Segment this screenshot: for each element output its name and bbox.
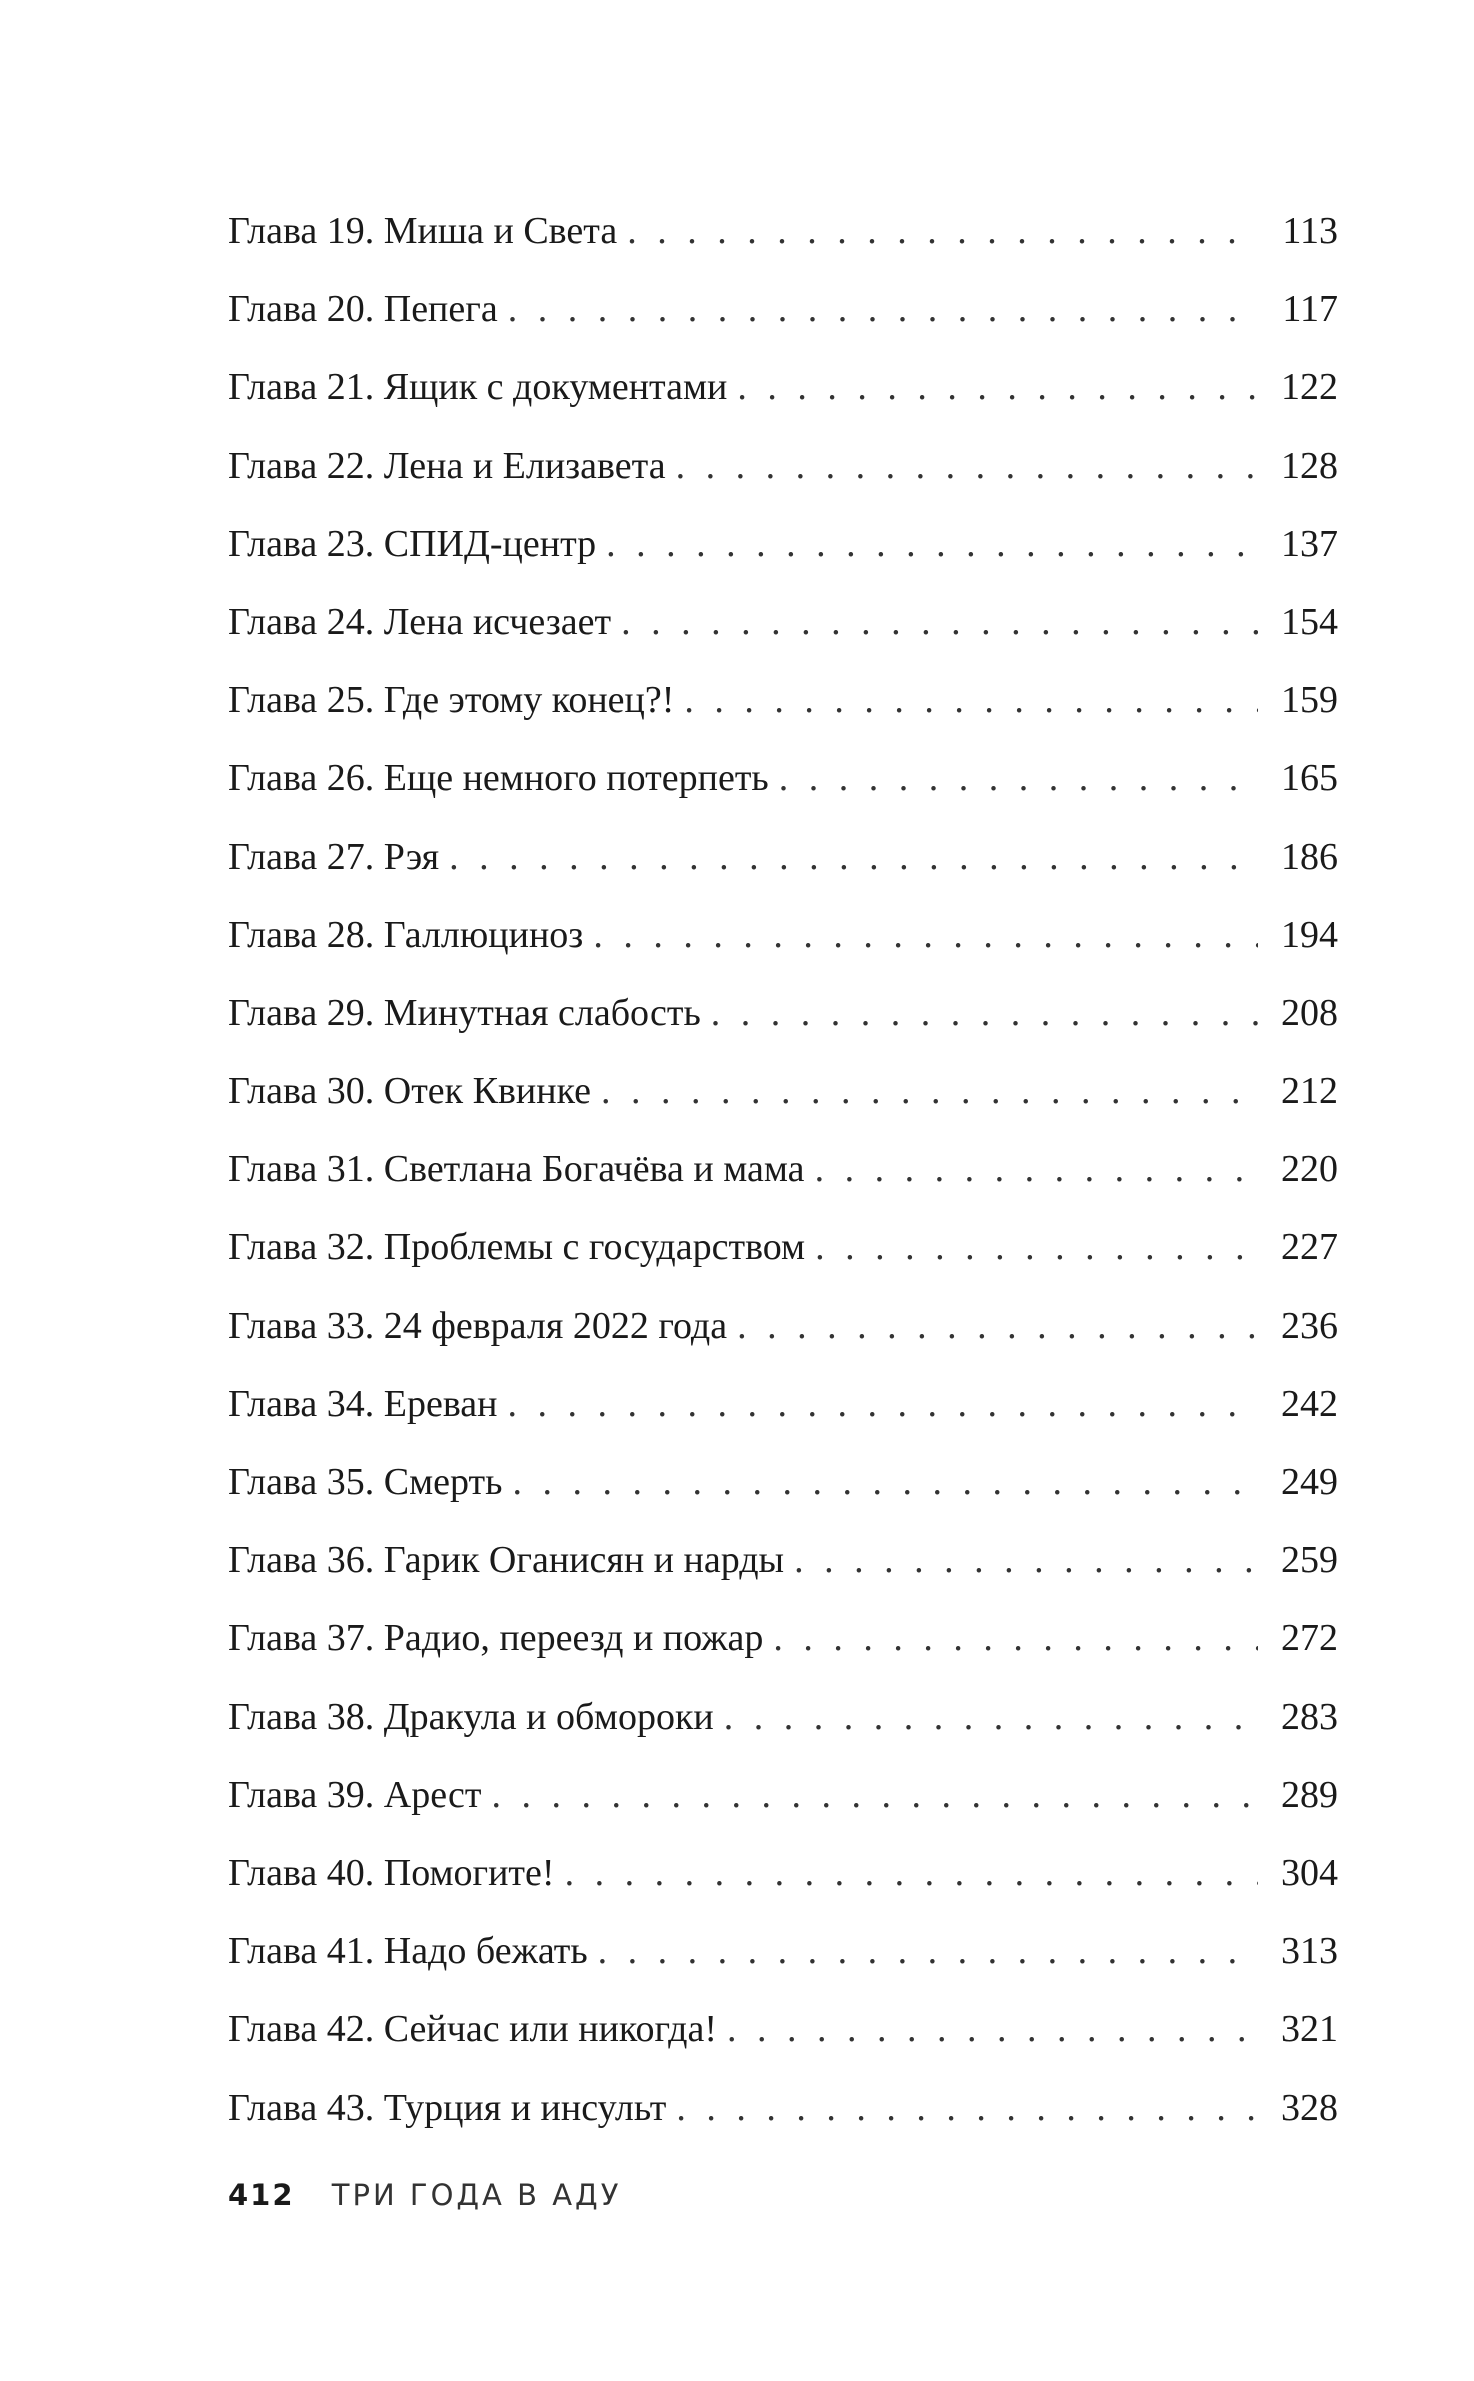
toc-entry-title: Глава 32. Проблемы с государством — [228, 1226, 806, 1269]
toc-entry-title: Глава 20. Пепега — [228, 288, 498, 331]
footer-book-title: ТРИ ГОДА В АДУ — [331, 2178, 622, 2212]
toc-dot-leader — [512, 1443, 1258, 1521]
toc-entry-title: Глава 30. Отек Квинке — [228, 1070, 591, 1113]
toc-entry[interactable] — [228, 1678, 1338, 1756]
toc-entry[interactable] — [228, 192, 1338, 270]
toc-entry-title: Глава 39. Арест — [228, 1773, 482, 1816]
toc-entry[interactable] — [228, 1208, 1338, 1286]
toc-dot-leader — [593, 896, 1258, 974]
toc-entry[interactable] — [228, 270, 1338, 348]
toc-dot-leader — [606, 505, 1258, 583]
toc-entry-page: 242 — [1281, 1382, 1338, 1425]
toc-entry-page: 117 — [1282, 288, 1338, 331]
toc-entry-page: 272 — [1281, 1617, 1338, 1660]
toc-dot-leader — [727, 1990, 1258, 2068]
toc-entry-page: 328 — [1281, 2086, 1338, 2129]
toc-entry-title: Глава 43. Турция и инсульт — [228, 2086, 667, 2129]
toc-entry[interactable] — [228, 1130, 1338, 1208]
toc-dot-leader — [449, 818, 1258, 896]
toc-entry-title: Глава 42. Сейчас или никогда! — [228, 2008, 717, 2051]
toc-entry[interactable] — [228, 661, 1338, 739]
toc-entry[interactable] — [228, 1365, 1338, 1443]
toc-dot-leader — [601, 1052, 1258, 1130]
toc-entry-page: 154 — [1281, 600, 1338, 643]
footer-page-number: 412 — [228, 2178, 295, 2212]
toc-entry-page: 194 — [1281, 913, 1338, 956]
toc-entry-title: Глава 38. Дракула и обмороки — [228, 1695, 714, 1738]
toc-entry-title: Глава 28. Галлюциноз — [228, 913, 584, 956]
toc-entry-page: 283 — [1281, 1695, 1338, 1738]
toc-dot-leader — [737, 348, 1258, 426]
toc-entry[interactable] — [228, 1052, 1338, 1130]
toc-entry-title: Глава 24. Лена исчезает — [228, 600, 612, 643]
toc-entry-page: 165 — [1281, 757, 1338, 800]
toc-entry[interactable] — [228, 1912, 1338, 1990]
toc-entry-page: 212 — [1281, 1070, 1338, 1113]
page-footer — [228, 2178, 621, 2212]
toc-dot-leader — [737, 1287, 1258, 1365]
toc-entry-page: 313 — [1281, 1930, 1338, 1973]
toc-entry-title: Глава 21. Ящик с документами — [228, 366, 728, 409]
toc-entry[interactable] — [228, 818, 1338, 896]
toc-dot-leader — [507, 1365, 1258, 1443]
toc-entry-page: 249 — [1281, 1461, 1338, 1503]
toc-entry-title: Глава 33. 24 февраля 2022 года — [228, 1304, 728, 1347]
toc-entry-title: Глава 23. СПИД-центр — [228, 522, 597, 565]
toc-entry-title: Глава 31. Светлана Богачёва и мама — [228, 1148, 805, 1191]
toc-entry-page: 113 — [1282, 210, 1338, 252]
toc-entry-page: 186 — [1281, 835, 1338, 878]
toc-entry-page: 220 — [1281, 1148, 1338, 1191]
toc-entry[interactable] — [228, 348, 1338, 426]
toc-entry-title: Глава 36. Гарик Оганисян и нарды — [228, 1539, 785, 1582]
toc-dot-leader — [724, 1678, 1258, 1756]
toc-dot-leader — [815, 1208, 1258, 1286]
toc-dot-leader — [565, 1834, 1258, 1912]
toc-entry[interactable] — [228, 1287, 1338, 1365]
toc-entry[interactable] — [228, 1834, 1338, 1912]
toc-entry[interactable] — [228, 1990, 1338, 2068]
toc-entry-title: Глава 41. Надо бежать — [228, 1930, 588, 1973]
toc-entry[interactable] — [228, 739, 1338, 817]
toc-dot-leader — [676, 2069, 1258, 2147]
toc-entry-title: Глава 29. Минутная слабость — [228, 991, 701, 1034]
toc-entry-page: 236 — [1281, 1304, 1338, 1347]
toc-dot-leader — [627, 192, 1258, 270]
toc-dot-leader — [621, 583, 1258, 661]
toc-entry-title: Глава 26. Еще немного потерпеть — [228, 757, 769, 800]
toc-entry[interactable] — [228, 1443, 1338, 1521]
toc-entry[interactable] — [228, 974, 1338, 1052]
toc-entry[interactable] — [228, 1756, 1338, 1834]
toc-entry-page: 227 — [1281, 1226, 1338, 1269]
toc-entry-page: 208 — [1281, 991, 1338, 1034]
toc-dot-leader — [491, 1756, 1258, 1834]
toc-entry-page: 137 — [1281, 522, 1338, 565]
toc-entry[interactable] — [228, 2069, 1338, 2147]
toc-entry-title: Глава 34. Ереван — [228, 1382, 498, 1425]
toc-entry-page: 122 — [1281, 366, 1338, 409]
toc-dot-leader — [684, 661, 1258, 739]
toc-entry-page: 289 — [1281, 1773, 1338, 1816]
toc-dot-leader — [676, 427, 1258, 505]
toc-dot-leader — [773, 1599, 1258, 1677]
toc-entry-title: Глава 19. Миша и Света — [228, 210, 618, 252]
toc-dot-leader — [794, 1521, 1258, 1599]
toc-entry[interactable] — [228, 427, 1338, 505]
toc-entry[interactable] — [228, 896, 1338, 974]
toc-entry-title: Глава 40. Помогите! — [228, 1851, 555, 1894]
table-of-contents — [228, 192, 1338, 2147]
toc-entry-page: 304 — [1281, 1851, 1338, 1894]
toc-dot-leader — [598, 1912, 1258, 1990]
toc-entry-title: Глава 35. Смерть — [228, 1461, 503, 1503]
toc-entry[interactable] — [228, 505, 1338, 583]
toc-entry-title: Глава 27. Рэя — [228, 835, 440, 878]
toc-dot-leader — [779, 739, 1258, 817]
toc-entry[interactable] — [228, 583, 1338, 661]
toc-dot-leader — [711, 974, 1258, 1052]
toc-dot-leader — [815, 1130, 1258, 1208]
toc-entry-title: Глава 25. Где этому конец?! — [228, 679, 675, 722]
toc-entry-page: 159 — [1281, 679, 1338, 722]
toc-dot-leader — [508, 270, 1258, 348]
toc-entry-page: 259 — [1281, 1539, 1338, 1582]
toc-entry[interactable] — [228, 1599, 1338, 1677]
toc-entry-title: Глава 37. Радио, переезд и пожар — [228, 1617, 764, 1660]
toc-entry-page: 321 — [1281, 2008, 1338, 2051]
toc-entry[interactable] — [228, 1521, 1338, 1599]
toc-entry-title: Глава 22. Лена и Елизавета — [228, 444, 666, 487]
toc-entry-page: 128 — [1281, 444, 1338, 487]
